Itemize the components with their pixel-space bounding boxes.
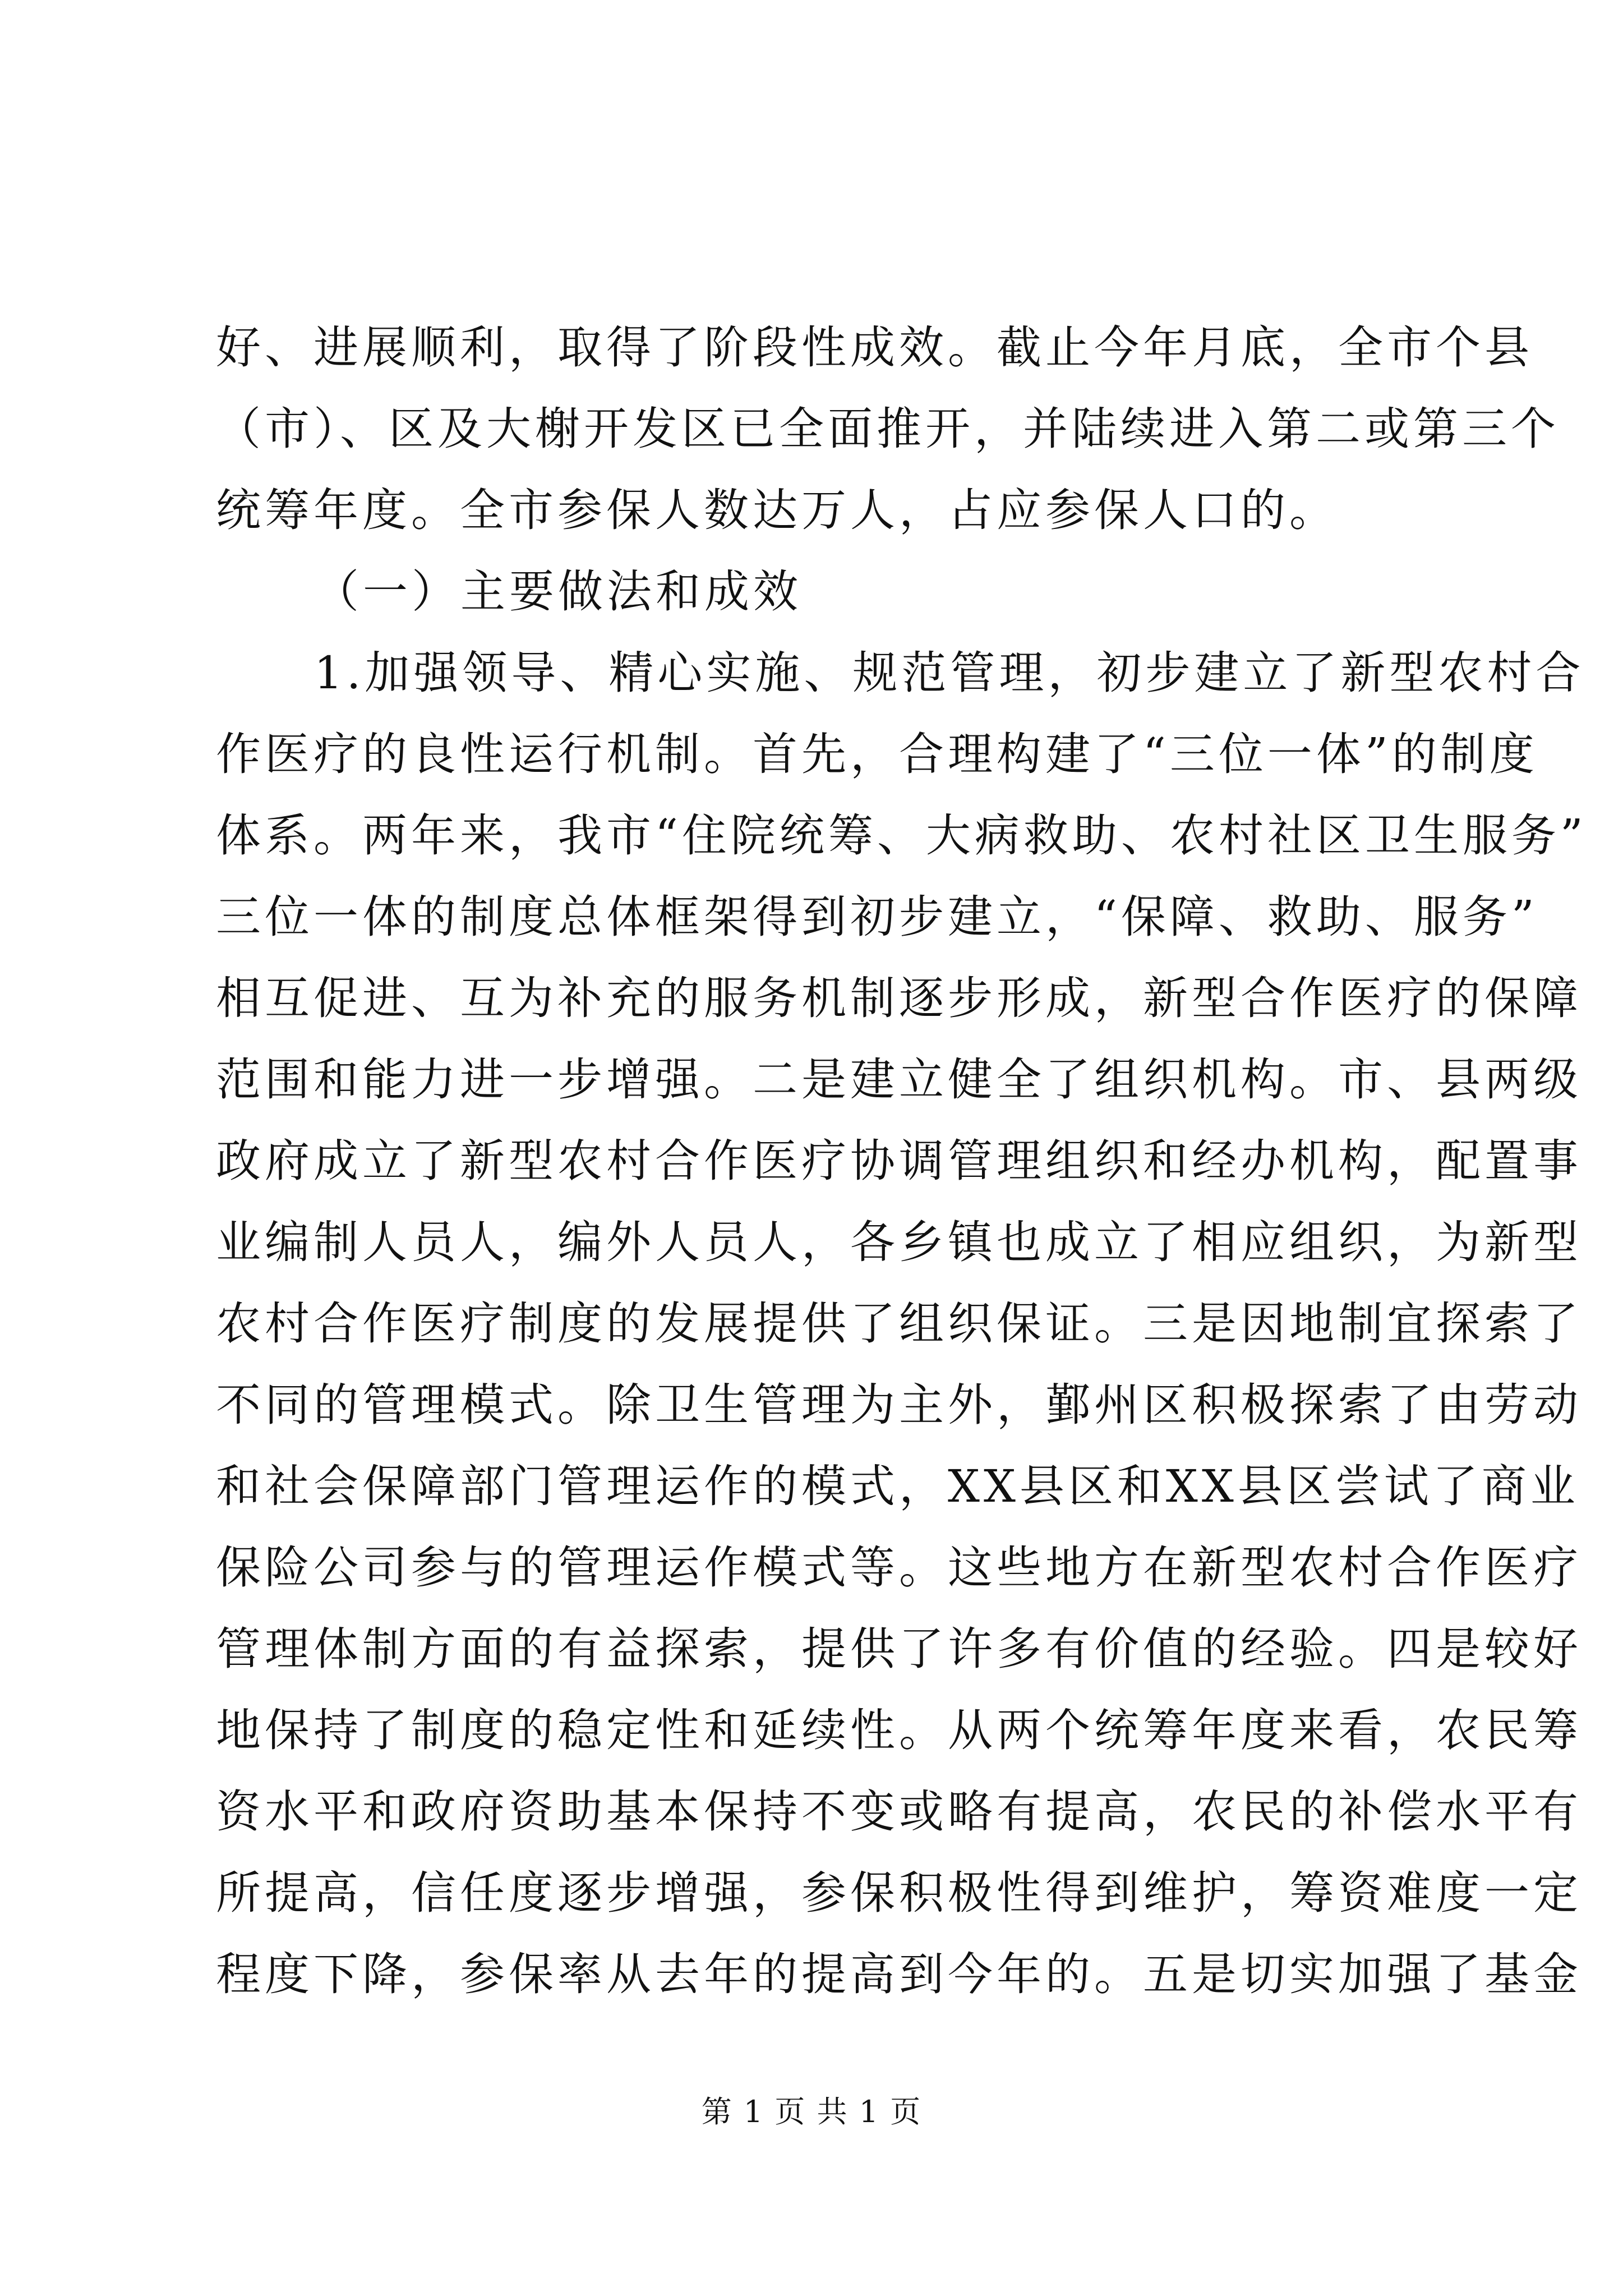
body-line: 资水平和政府资助基本保持不变或略有提高，农民的补偿水平有 <box>216 1786 1582 1838</box>
body-line: 地保持了制度的稳定性和延续性。从两个统筹年度来看，农民筹 <box>216 1704 1582 1756</box>
body-line: 好、进展顺利，取得了阶段性成效。截止今年月底，全市个县 <box>216 321 1533 374</box>
body-line: 农村合作医疗制度的发展提供了组织保证。三是因地制宜探索了 <box>216 1297 1582 1350</box>
body-line: 管理体制方面的有益探索，提供了许多有价值的经验。四是较好 <box>216 1623 1582 1675</box>
paragraph-first-line: 1.加强领导、精心实施、规范管理，初步建立了新型农村合 <box>314 647 1585 699</box>
body-line: （市）、区及大榭开发区已全面推开，并陆续进入第二或第三个 <box>216 403 1560 455</box>
section-heading: （一）主要做法和成效 <box>314 565 802 618</box>
body-line: 所提高，信任度逐步增强，参保积极性得到维护，筹资难度一定 <box>216 1867 1582 1919</box>
body-line: 不同的管理模式。除卫生管理为主外，鄞州区积极探索了由劳动 <box>216 1379 1582 1431</box>
body-line: 统筹年度。全市参保人数达万人，占应参保人口的。 <box>216 484 1338 536</box>
page-number-footer: 第 1 页 共 1 页 <box>701 2094 922 2129</box>
body-line: 保险公司参与的管理运作模式等。这些地方在新型农村合作医疗 <box>216 1542 1582 1594</box>
body-line: 程度下降，参保率从去年的提高到今年的。五是切实加强了基金 <box>216 1948 1582 2000</box>
body-line: 相互促进、互为补充的服务机制逐步形成，新型合作医疗的保障 <box>216 972 1582 1024</box>
body-line: 和社会保障部门管理运作的模式，XX县区和XX县区尝试了商业 <box>216 1460 1579 1512</box>
body-line: 政府成立了新型农村合作医疗协调管理组织和经办机构，配置事 <box>216 1135 1582 1187</box>
body-line: 作医疗的良性运行机制。首先，合理构建了“三位一体”的制度 <box>216 728 1538 780</box>
body-line: 体系。两年来，我市“住院统筹、大病救助、农村社区卫生服务” <box>216 809 1587 862</box>
body-line: 三位一体的制度总体框架得到初步建立，“保障、救助、服务” <box>216 891 1538 943</box>
body-line: 范围和能力进一步增强。二是建立健全了组织机构。市、县两级 <box>216 1053 1582 1106</box>
body-line: 业编制人员人，编外人员人，各乡镇也成立了相应组织，为新型 <box>216 1216 1582 1268</box>
